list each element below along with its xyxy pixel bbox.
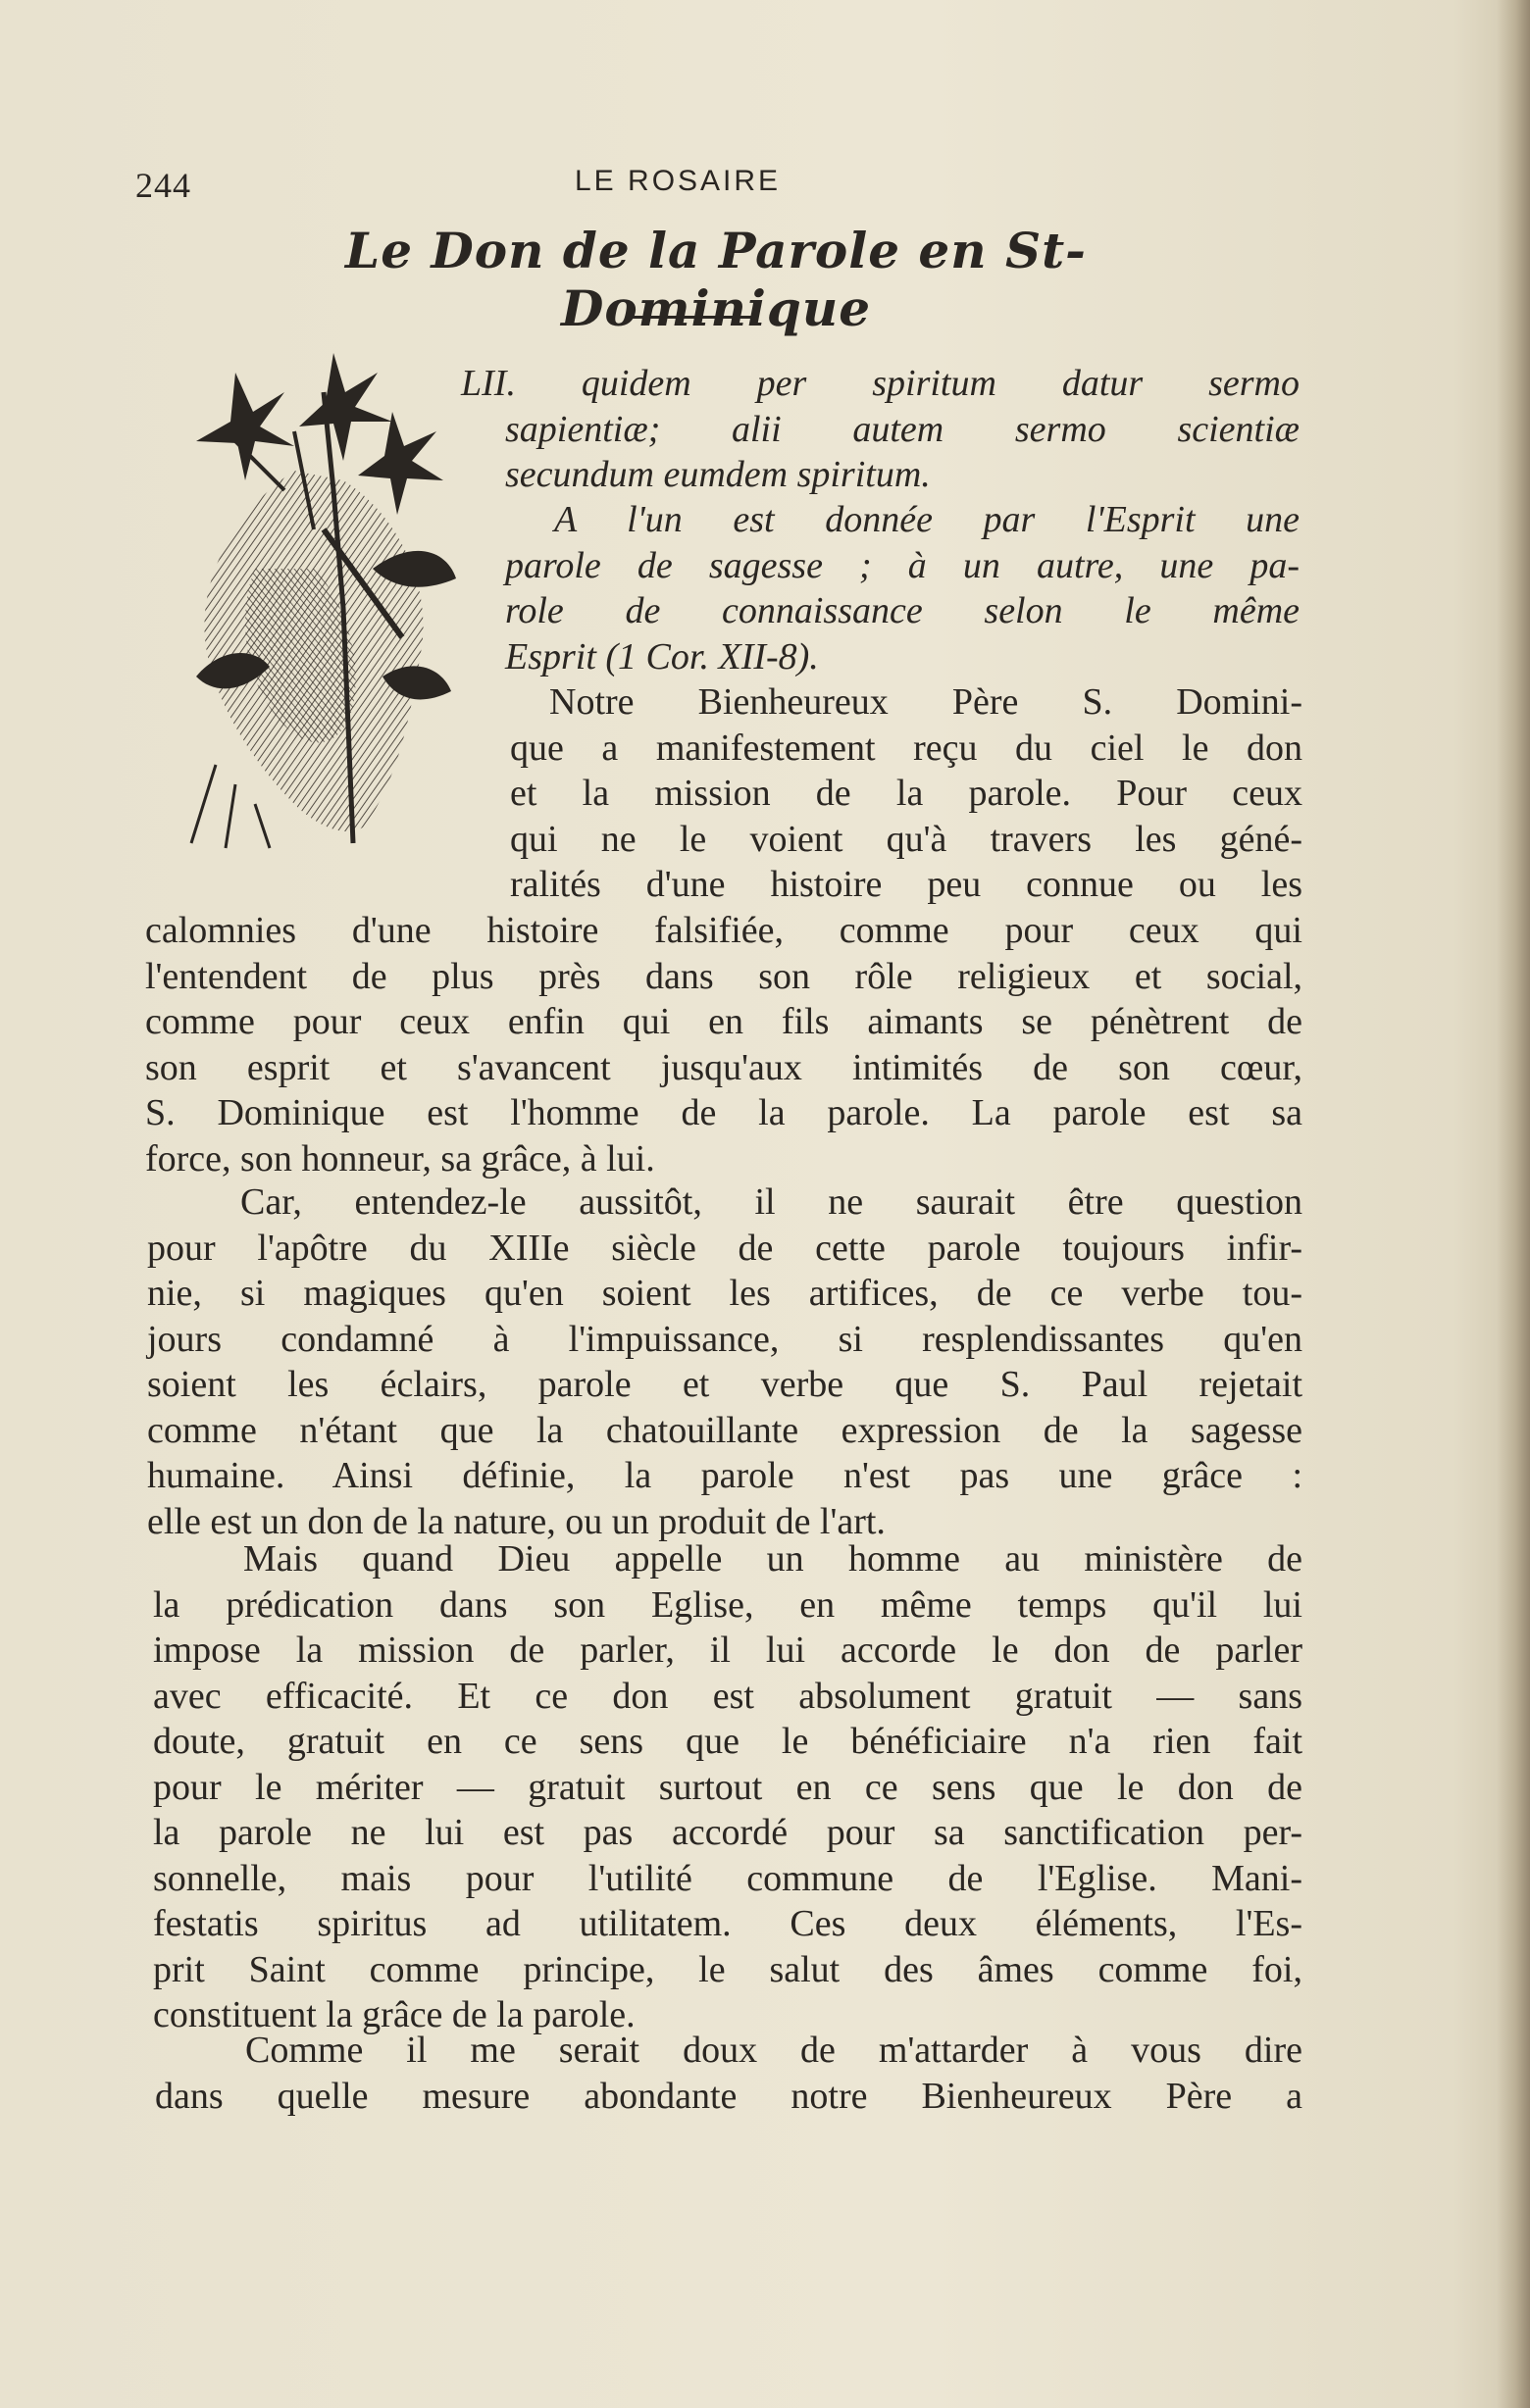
epigraph-french-line: parole de sagesse ; à un autre, une pa- [505,544,1300,586]
paragraph-line: la parole ne lui est pas accordé pour sa sanctification per- [153,1812,1302,1853]
paragraph-line: doute, gratuit en ce sens que le bénéficiaire n'a rien fait [153,1721,1302,1762]
epigraph-french-line: Esprit (1 Cor. XII-8). [505,635,819,677]
paragraph-line: pour le mériter — gratuit surtout en ce sens que le don de [153,1766,1302,1808]
epigraph-latin-line: sapientiæ; alii autem sermo scientiæ [505,408,1300,450]
title-divider [628,316,755,319]
paragraph-line: Comme il me serait doux de m'attarder à vous dire [245,2030,1302,2071]
paragraph-line: prit Saint comme principe, le salut des âmes comme foi, [153,1948,1302,1990]
epigraph-latin [461,361,1300,498]
paragraph-line: Notre Bienheureux Père S. Domini- [549,681,1302,723]
paragraph-line: la prédication dans son Eglise, en même temps qu'il lui [153,1583,1302,1626]
paragraph-line: calomnies d'une histoire falsifiée, comme pour ceux qui [145,910,1302,951]
page-number: 244 [135,166,191,205]
paragraph-line: impose la mission de parler, il lui accorde le don de parler [153,1630,1302,1671]
paragraph-4 [155,2028,1302,2119]
paragraph-line: qui ne le voient qu'à travers les géné- [510,818,1302,860]
paragraph-line: et la mission de la parole. Pour ceux [510,773,1302,814]
paragraph-line: son esprit et s'avancent jusqu'aux intimités de son cœur, [145,1046,1302,1088]
paragraph-line: nie, si magiques qu'en soient les artifices, de ce verbe tou- [147,1273,1302,1314]
lily-engraving-illustration [177,353,461,863]
paragraph-line: dans quelle mesure abondante notre Bienheureux Père a [155,2075,1302,2117]
paragraph-line: soient les éclairs, parole et verbe que S. Paul rejetait [147,1364,1302,1405]
paragraph-line: avec efficacité. Et ce don est absolument gratuit — sans [153,1675,1302,1717]
paragraph-line: l'entendent de plus près dans son rôle religieux et social, [145,955,1302,997]
epigraph-latin-line: LII. quidem per spiritum datur sermo [461,363,1300,404]
paragraph-1-narrow [510,679,1302,908]
epigraph-french [505,497,1300,679]
running-title: LE ROSAIRE [575,165,782,197]
paragraph-line: force, son honneur, sa grâce, à lui. [145,1137,655,1179]
paragraph-line: Car, entendez-le aussitôt, il ne saurait être question [240,1181,1302,1223]
paragraph-1-wide [145,908,1302,1181]
page-spine-shadow [1497,0,1530,2408]
paragraph-line: S. Dominique est l'homme de la parole. La parole est sa [145,1092,1302,1133]
article-title: Le Don de la Parole en St-Dominique [345,222,1087,337]
paragraph-3 [153,1536,1302,2038]
paragraph-line: festatis spiritus ad utilitatem. Ces deux éléments, l'Es- [153,1903,1302,1944]
paragraph-line: constituent la grâce de la parole. [153,1994,636,2035]
epigraph-french-line: role de connaissance selon le même [505,590,1300,631]
paragraph-line: elle est un don de la nature, ou un produit de l'art. [147,1500,886,1542]
paragraph-2 [147,1179,1302,1544]
paragraph-line: pour l'apôtre du XIIIe siècle de cette parole toujours infir- [147,1227,1302,1269]
paragraph-line: comme pour ceux enfin qui en fils aimants se pénètrent de [145,1001,1302,1042]
epigraph-french-line: A l'un est donnée par l'Esprit une [554,499,1300,540]
paragraph-line: sonnelle, mais pour l'utilité commune de l'Eglise. Mani- [153,1857,1302,1899]
paragraph-line: jours condamné à l'impuissance, si resplendissantes qu'en [147,1318,1302,1360]
page-header [135,165,1312,224]
epigraph-latin-line: secundum eumdem spiritum. [505,454,931,495]
paragraph-line: ralités d'une histoire peu connue ou les [510,864,1302,905]
paragraph-line: comme n'étant que la chatouillante expression de la sagesse [147,1409,1302,1451]
paragraph-line: humaine. Ainsi définie, la parole n'est pas une grâce : [147,1455,1302,1496]
paragraph-line: que a manifestement reçu du ciel le don [510,727,1302,769]
paragraph-line: Mais quand Dieu appelle un homme au ministère de [243,1538,1302,1580]
